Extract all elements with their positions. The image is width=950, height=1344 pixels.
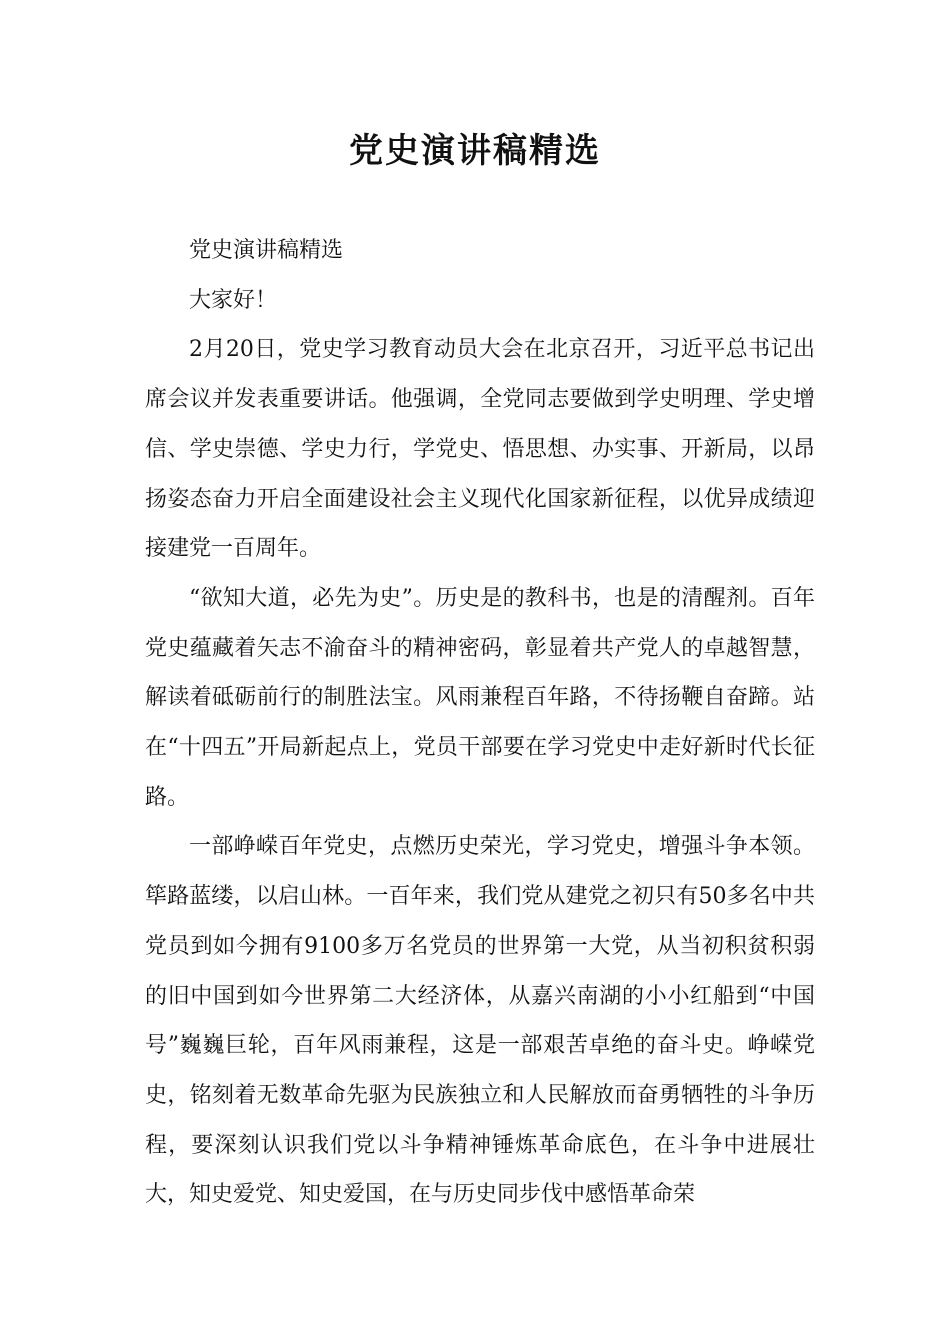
paragraph-greeting: 大家好！ [189, 287, 278, 313]
document-title: 党史演讲稿精选 [349, 131, 601, 171]
paragraph-history: “欲知大道，必先为史”。历史是的教科书，也是的清醒剂。百年党史蕴藏着矢志不渝奋斗的精神密码，彰显着共产党人的卓越智慧，解读着砥砺前行的制胜法宝。风雨兼程百年路，不待扬鞭自奋蹄。站在“十四五”开局新起点上，党员干部要在学习党史中走好新时代长征路。 [145, 585, 815, 810]
paragraph-subtitle: 党史演讲稿精选 [189, 238, 344, 263]
paragraph-meeting: 2月20日，党史学习教育动员大会在北京召开，习近平总书记出席会议并发表重要讲话。他强调，全党同志要做到学史明理、学史增信、学史崇德、学史力行，学党史、悟思想、办实事、开新局，以昂扬姿态奋力开启全面建设社会主义现代化国家新征程，以优异成绩迎接建党一百周年。 [145, 337, 815, 562]
paragraph-struggle: 一部峥嵘百年党史，点燃历史荣光，学习党史，增强斗争本领。筚路蓝缕，以启山林。一百年来，我们党从建党之初只有50多名中共党员到如今拥有9100多万名党员的世界第一大党，从当初积贫积弱的旧中国到如今世界第二大经济体，从嘉兴南湖的小小红船到“中国号”巍巍巨轮，百年风雨兼程，这是一部艰苦卓绝的奋斗史。峥嵘党史，铭刻着无数革命先驱为民族独立和人民解放而奋勇牺牲的斗争历程，要深刻认识我们党以斗争精神锤炼革命底色，在斗争中进展壮大，知史爱党、知史爱国，在与历史同步伐中感悟革命荣 [145, 834, 815, 1208]
document-body [145, 226, 815, 1220]
